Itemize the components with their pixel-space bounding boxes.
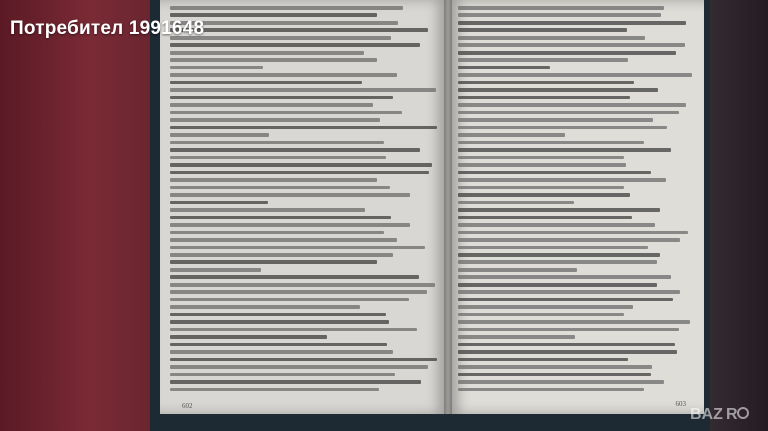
text-line — [170, 73, 397, 77]
left-page-text-block — [170, 6, 438, 395]
text-line — [170, 126, 437, 130]
text-line — [170, 96, 393, 100]
text-line — [458, 126, 667, 130]
text-line — [170, 260, 377, 264]
text-line — [170, 350, 393, 354]
left-page-number: 602 — [182, 402, 193, 410]
text-line — [170, 58, 377, 62]
left-page — [160, 0, 448, 414]
text-line — [458, 246, 648, 250]
text-line — [170, 328, 417, 332]
text-line — [170, 13, 377, 17]
text-line — [458, 313, 624, 317]
text-line — [458, 58, 628, 62]
text-line — [458, 298, 673, 302]
text-line — [458, 238, 680, 242]
text-line — [170, 103, 373, 107]
text-line — [170, 118, 380, 122]
text-line — [458, 305, 633, 309]
text-line — [458, 36, 645, 40]
text-line — [170, 163, 432, 167]
text-line — [458, 118, 653, 122]
text-line — [170, 21, 398, 25]
text-line — [458, 388, 644, 392]
text-line — [170, 208, 365, 212]
text-line — [458, 380, 664, 384]
svg-text:R: R — [726, 406, 738, 423]
text-line — [458, 216, 632, 220]
book-gutter — [444, 0, 452, 414]
text-line — [170, 66, 263, 70]
text-line — [458, 275, 671, 279]
text-line — [458, 320, 690, 324]
text-line — [170, 231, 384, 235]
text-line — [458, 365, 652, 369]
text-line — [170, 298, 409, 302]
text-line — [458, 66, 550, 70]
text-line — [458, 186, 624, 190]
text-line — [170, 223, 410, 227]
text-line — [458, 73, 692, 77]
text-line — [458, 111, 679, 115]
text-line — [458, 290, 680, 294]
text-line — [170, 320, 389, 324]
right-page-text-block — [458, 6, 694, 395]
text-line — [458, 328, 679, 332]
text-line — [170, 305, 360, 309]
text-line — [458, 171, 651, 175]
text-line — [458, 103, 686, 107]
text-line — [458, 283, 657, 287]
text-line — [170, 343, 387, 347]
text-line — [170, 111, 402, 115]
text-line — [458, 96, 630, 100]
text-line — [170, 148, 420, 152]
text-line — [170, 201, 268, 205]
text-line — [458, 260, 657, 264]
text-line — [458, 343, 675, 347]
text-line — [170, 275, 419, 279]
text-line — [458, 231, 688, 235]
svg-text:BAZ: BAZ — [690, 406, 723, 423]
text-line — [458, 178, 666, 182]
text-line — [170, 51, 364, 55]
text-line — [170, 193, 410, 197]
text-line — [458, 148, 671, 152]
text-line — [458, 141, 644, 145]
text-line — [458, 268, 577, 272]
text-line — [170, 88, 436, 92]
user-watermark: Потребител 1991648 — [10, 18, 205, 39]
text-line — [170, 141, 384, 145]
text-line — [458, 193, 630, 197]
text-line — [170, 81, 362, 85]
text-line — [170, 268, 261, 272]
text-line — [458, 335, 575, 339]
text-line — [170, 43, 420, 47]
text-line — [170, 365, 428, 369]
text-line — [458, 156, 624, 160]
text-line — [170, 171, 429, 175]
text-line — [170, 313, 386, 317]
text-line — [170, 246, 425, 250]
text-line — [458, 373, 651, 377]
text-line — [458, 350, 677, 354]
text-line — [458, 6, 664, 10]
right-page-number: 603 — [675, 400, 686, 408]
text-line — [170, 373, 395, 377]
text-line — [458, 163, 626, 167]
text-line — [458, 51, 676, 55]
text-line — [170, 358, 437, 362]
text-line — [170, 186, 390, 190]
text-line — [170, 6, 403, 10]
text-line — [170, 290, 427, 294]
text-line — [170, 178, 377, 182]
text-line — [170, 216, 391, 220]
text-line — [458, 13, 661, 17]
text-line — [458, 21, 686, 25]
text-line — [458, 43, 685, 47]
text-line — [458, 133, 565, 137]
text-line — [458, 28, 627, 32]
text-line — [458, 201, 574, 205]
text-line — [170, 156, 386, 160]
bazar-logo-icon — [688, 397, 758, 427]
text-line — [170, 380, 421, 384]
text-line — [170, 283, 435, 287]
text-line — [458, 88, 658, 92]
text-line — [170, 335, 327, 339]
text-line — [458, 81, 634, 85]
text-line — [170, 28, 428, 32]
text-line — [458, 253, 660, 257]
red-background — [0, 0, 150, 431]
text-line — [170, 253, 393, 257]
text-line — [458, 358, 628, 362]
text-line — [458, 223, 655, 227]
text-line — [458, 208, 660, 212]
text-line — [170, 133, 269, 137]
text-line — [170, 388, 379, 392]
text-line — [170, 238, 397, 242]
right-page — [448, 0, 704, 414]
